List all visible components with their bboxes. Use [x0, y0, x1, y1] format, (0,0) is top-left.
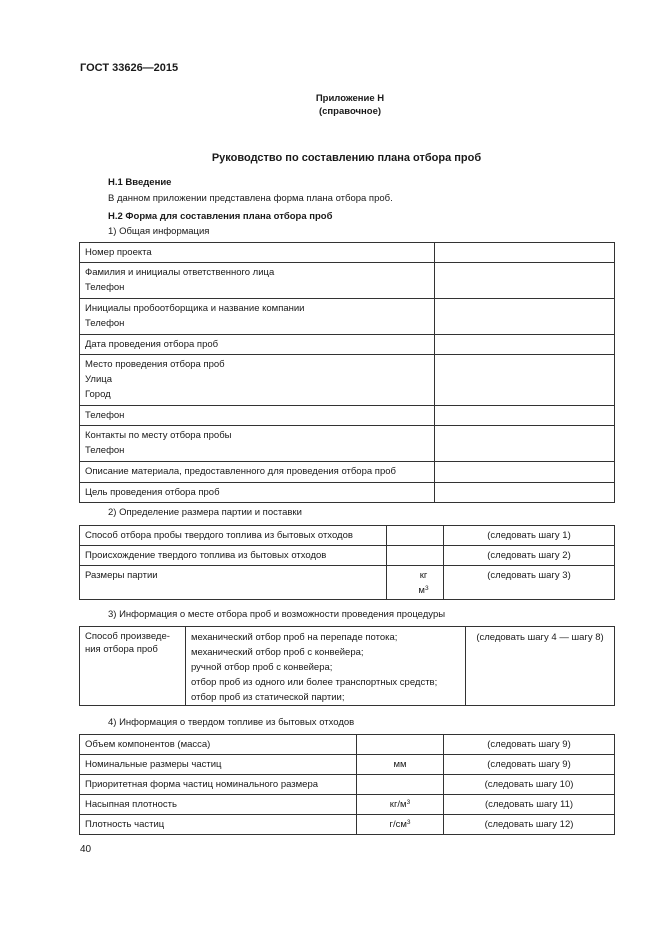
- unit-cell: $кг/м^3$: [357, 795, 444, 815]
- input-cell[interactable]: [435, 335, 615, 355]
- fuel-origin-label: Происхождение твердого топлива из бытовых отходов: [85, 550, 327, 561]
- step-cell: (следовать шагу 9): [444, 735, 615, 755]
- step-cell: (следовать шагу 2): [444, 546, 615, 566]
- step-cell: (следовать шагу 4 — шагу 8): [466, 627, 615, 706]
- city-label: Город: [85, 389, 111, 400]
- table-row: [80, 426, 615, 462]
- nominal-size-label: Номинальные размеры частиц: [85, 759, 222, 770]
- table-cell: [80, 627, 186, 706]
- particle-density-label: Плотность частиц: [85, 819, 165, 830]
- street-label: Улица: [85, 374, 112, 385]
- appendix-heading: [280, 92, 420, 118]
- input-cell[interactable]: [435, 243, 615, 263]
- table-row: [80, 335, 615, 355]
- appendix-title: Приложение Н: [315, 93, 385, 104]
- table-row: [80, 755, 615, 775]
- table-cell: [80, 735, 357, 755]
- input-cell[interactable]: [435, 299, 615, 335]
- table-row: [80, 406, 615, 426]
- section1-heading: Н.1 Введение: [108, 177, 172, 188]
- table-cell: [80, 263, 435, 299]
- table-cell: [80, 335, 435, 355]
- page-number: 40: [80, 844, 92, 855]
- method-label-line2: ния отбора проб: [85, 644, 158, 655]
- table-row: [80, 627, 615, 706]
- unit-kg: кг: [419, 570, 428, 581]
- table-cell: [80, 755, 357, 775]
- unit-cell: [357, 735, 444, 755]
- sampling-place-label: Место проведения отбора проб: [85, 359, 225, 370]
- table-row: [80, 355, 615, 406]
- fuel-info-table: [79, 734, 615, 835]
- step-cell: (следовать шагу 3): [444, 566, 615, 600]
- list-item: отбор проб из статической партии;: [191, 692, 345, 703]
- table-row: [80, 795, 615, 815]
- page-title: Руководство по составлению плана отбора проб: [211, 152, 482, 164]
- table-row: [80, 462, 615, 483]
- table-row: [80, 735, 615, 755]
- sampling-method-label: Способ отбора пробы твердого топлива из бытовых отходов: [85, 530, 353, 541]
- table-cell: [80, 483, 435, 503]
- part1-label: 1) Общая информация: [108, 226, 210, 237]
- table-cell: [80, 355, 435, 406]
- general-info-table: [79, 242, 615, 503]
- input-cell[interactable]: [435, 462, 615, 483]
- part2-label: 2) Определение размера партии и поставки: [108, 507, 302, 518]
- input-cell[interactable]: [435, 426, 615, 462]
- sampler-label: Инициалы пробоотборщика и название компании: [85, 303, 305, 314]
- options-cell: [186, 627, 466, 706]
- sampling-purpose-label: Цель проведения отбора проб: [85, 487, 220, 498]
- material-description-label: Описание материала, предоставленного для проведения отбора проб: [85, 466, 396, 477]
- table-row: [80, 243, 615, 263]
- input-cell[interactable]: [435, 355, 615, 406]
- table-cell: [80, 775, 357, 795]
- section1-text: В данном приложении представлена форма плана отбора проб.: [108, 193, 393, 204]
- unit-cell: [357, 775, 444, 795]
- unit-m3: $м^3$: [418, 585, 429, 596]
- table-row: [80, 815, 615, 835]
- input-cell[interactable]: [435, 263, 615, 299]
- lot-size-label: Размеры партии: [85, 570, 158, 581]
- particle-shape-label: Приоритетная форма частиц номинального размера: [85, 779, 319, 790]
- phone-label: Телефон: [85, 410, 125, 421]
- table-row: [80, 566, 615, 600]
- phone-label: Телефон: [85, 282, 125, 293]
- part3-label: 3) Информация о месте отбора проб и возможности проведения процедуры: [108, 609, 446, 620]
- table-row: [80, 483, 615, 503]
- unit-cell: [387, 566, 444, 600]
- step-cell: (следовать шагу 9): [444, 755, 615, 775]
- step-cell: (следовать шагу 12): [444, 815, 615, 835]
- table-cell: [80, 243, 435, 263]
- method-label-line1: Способ произведе-: [85, 631, 170, 642]
- site-contacts-label: Контакты по месту отбора пробы: [85, 430, 232, 441]
- table-cell: [80, 426, 435, 462]
- table-cell: [80, 566, 387, 600]
- unit-cell: мм: [357, 755, 444, 775]
- step-cell: (следовать шагу 10): [444, 775, 615, 795]
- step-cell: (следовать шагу 1): [444, 526, 615, 546]
- appendix-subtitle: (справочное): [318, 106, 382, 117]
- table-cell: [80, 406, 435, 426]
- table-cell: [80, 815, 357, 835]
- list-item: отбор проб из одного или более транспортных средств;: [191, 677, 438, 688]
- bulk-density-label: Насыпная плотность: [85, 799, 177, 810]
- list-item: механический отбор проб на перепаде потока;: [191, 632, 398, 643]
- phone-label: Телефон: [85, 318, 125, 329]
- table-row: [80, 263, 615, 299]
- unit-cell: [387, 546, 444, 566]
- table-cell: [80, 526, 387, 546]
- component-volume-label: Объем компонентов (масса): [85, 739, 211, 750]
- unit-cell: [387, 526, 444, 546]
- table-row: [80, 546, 615, 566]
- list-item: ручной отбор проб с конвейера;: [191, 662, 333, 673]
- table-cell: [80, 546, 387, 566]
- responsible-person-label: Фамилия и инициалы ответственного лица: [85, 267, 275, 278]
- part4-label: 4) Информация о твердом топливе из бытовых отходов: [108, 717, 355, 728]
- standard-number: ГОСТ 33626—2015: [80, 62, 179, 74]
- table-row: [80, 775, 615, 795]
- project-number-label: Номер проекта: [85, 247, 152, 258]
- input-cell[interactable]: [435, 483, 615, 503]
- section2-heading: Н.2 Форма для составления плана отбора проб: [108, 211, 333, 222]
- table-row: [80, 299, 615, 335]
- table-row: [80, 526, 615, 546]
- table-cell: [80, 462, 435, 483]
- unit-cell: $г/см^3$: [357, 815, 444, 835]
- lot-size-table: [79, 525, 615, 600]
- sampling-place-table: [79, 626, 615, 706]
- phone-label: Телефон: [85, 445, 125, 456]
- list-item: механический отбор проб с конвейера;: [191, 647, 364, 658]
- input-cell[interactable]: [435, 406, 615, 426]
- table-cell: [80, 795, 357, 815]
- table-cell: [80, 299, 435, 335]
- step-cell: (следовать шагу 11): [444, 795, 615, 815]
- sampling-date-label: Дата проведения отбора проб: [85, 339, 219, 350]
